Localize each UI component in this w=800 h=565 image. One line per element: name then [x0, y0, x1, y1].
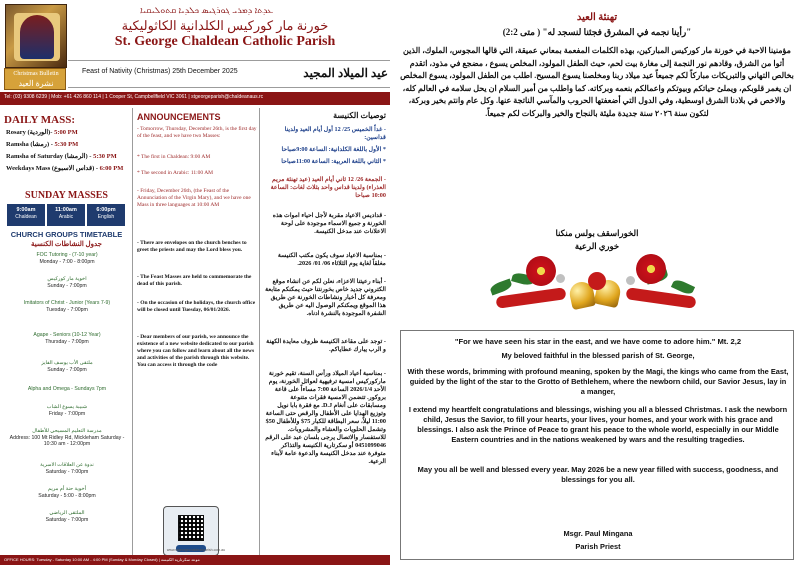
ribbon-bow — [588, 272, 606, 290]
sunday-cell-english — [87, 204, 125, 226]
group-name: Imitators of Christ - Junior (Years 7-9) — [23, 300, 111, 306]
sunday-masses-table — [7, 204, 125, 226]
sunday-time: 11:00am — [55, 207, 77, 213]
group-time: Saturday - 7:00pm — [45, 516, 89, 523]
group-name: اخوية مار كوركيس — [47, 276, 87, 282]
mass-label: Weekdays Mass (قداس الاسبوع) - — [6, 165, 99, 172]
bulletin-header — [0, 0, 390, 108]
notices-title: توصيات الكنيسة — [333, 111, 386, 120]
group-item — [8, 428, 126, 448]
mass-times-column — [4, 110, 129, 562]
group-item — [8, 360, 126, 373]
group-item — [8, 252, 126, 265]
group-name: مدرسة التعليم المسيحي للأطفال — [32, 428, 102, 434]
group-item — [8, 462, 126, 475]
group-item — [8, 332, 126, 345]
group-time: Address: 100 Mt Ridley Rd, Mickleham Saturday - 10:30 am - 12:00pm — [9, 434, 125, 447]
letter-english-box — [400, 330, 794, 560]
group-item — [8, 404, 126, 417]
greeting-title: تهنئة العيد — [576, 12, 618, 23]
office-hours-text: OFFICE HOURS: Tuesday - Saturday 10:00 AM - 4:00 PM (Sunday & Monday Closed) | موعد سكرتارية الكنيسة — [4, 557, 200, 562]
qr-code-icon[interactable] — [178, 515, 204, 541]
sunday-time: 6:00pm — [96, 207, 116, 213]
sunday-cell-chaldean — [7, 204, 45, 226]
announcement-item: - On the occasion of the holidays, the church office will be closed until Tuesday, 06/01/2026. — [137, 300, 256, 313]
notice-item: - توجد على مقاعد الكنيسة ظروف معايدة الكهنة و الرب يبارك عطاياكم. — [266, 338, 386, 353]
notice-item: * الثاني باللغة العربية: الساعة 11:00صباحا — [281, 158, 386, 165]
group-time: Sunday - 7:00pm — [47, 282, 87, 289]
groups-title: CHURCH GROUPS TIMETABLE — [10, 230, 123, 239]
group-name: Alpha and Omega - Sundays 7pm — [27, 386, 107, 392]
mass-label: Rosary (الوردية)- — [6, 129, 53, 136]
contact-text: Tel: (03) 9308 6239 | Mob: +61 426 860 114 | 1 Cooper St, Campbellfield VIC 3061 | stgeorgeparish@chaldeanaus.rc — [4, 94, 264, 100]
feast-label-ar: عيد الميلاد المجيد — [303, 66, 388, 80]
letter-paragraph: May you all be well and blessed every year. May 2026 be a new year filled with success, goodness, and blessings for you all. — [417, 465, 779, 484]
title-english: St. George Chaldean Catholic Parish — [114, 34, 336, 49]
notice-item: - غداً الخميس 25/ 12 أول أيام العيد ولدينا قداسين: — [284, 126, 386, 141]
group-name: Agape - Seniors (10-12 Year) — [33, 332, 101, 338]
notice-item: - بمناسبة أعياد الميلاد ورأس السنة، تقيم خورنة ماركوركيس امسية ترفيهية لعوائل الخورنة، يوم الأحد 2026/1/4 الساعة 7:00 مساءاً على قاعة بروكور. تتضمن الامسية فقرات متنوعة ومسابقات على أنغام D.J. مع فقرة بابا نويل وتوزيع الهدايا على الأطفال والرقص حتى الساعة 11:00 ليلاً، سعر البطاقة للكبار 75$ وللأطفال 50$ وتشمل الحلويات والعشاء والمشروبات. للاستفسار والاتصال يرجى بلسان عبد على الرقم 0451099046 أو سكرتارية الكنيسة والتذاكر متوفرة عند مدخل الكنيسة والدعوة عامة لأبناء الرعية. — [265, 370, 386, 465]
group-time: Monday - 7:00 - 8:00pm — [39, 258, 95, 265]
group-name: FOC Tutoring - (7-10 year) — [36, 252, 98, 258]
group-item — [8, 276, 126, 289]
poinsettia-flower — [526, 256, 556, 286]
announcements-column — [132, 108, 260, 556]
daily-mass-title: DAILY MASS: — [4, 114, 76, 126]
bulletin-label-ar: نشرة العيد — [18, 79, 54, 88]
notice-item: - الجمعة 26/ 12 ثاني أيام العيد (عيد تهنئة مريم العذراء) ولدينا قداس واحد بثلاث لغات: الساعة 10:00 صباحا — [270, 176, 386, 199]
announcement-item: - There are envelopes on the church benches to greet the priests and may the Lord bless you. — [137, 240, 247, 253]
feast-label-en: Feast of Nativity (Christmas) 25th December 2025 — [82, 68, 238, 75]
ribbon — [496, 287, 567, 309]
notice-item: - أبناء رعيتنا الاعزاء، نعلن لكم عن انشاء موقع الكتروني جديد خاص بخورنتنا حيث يمكنكم متابعة ومعرفة كل أخبار ونشاطات الخورنة عن طريق هذا الموقع ويمكنكم الوصول اليه عن طريق الشفرة الموجودة بالنشرة ادناه. — [265, 278, 386, 317]
group-name: الملتقى الرياضي — [49, 510, 85, 516]
group-time: Tuesday - 7:00pm — [46, 306, 88, 313]
groups-title-ar: جدول النشاطات الكنسية — [31, 240, 102, 248]
verse-english: "For we have seen his star in the east, and we have come to adore him." Mt. 2,2 — [454, 337, 742, 346]
poinsettia-flower — [636, 254, 666, 284]
group-name: أخوية حنة أم مريم — [47, 486, 87, 492]
announcement-item: * The second in Arabic: 11:00 AM — [137, 170, 214, 176]
arabic-notices-column — [262, 108, 388, 556]
bulletin-label-en: Christmas Bulletin — [13, 71, 59, 77]
sunday-masses-title: SUNDAY MASSES — [25, 190, 108, 201]
group-item — [8, 386, 126, 393]
group-time: Friday - 7:00pm — [48, 410, 86, 417]
mass-label: Ramsha (رمشا) - — [6, 141, 53, 148]
notice-item: - بمناسبة الاعياد سوف يكون مكتب الكنيسة مغلقاً لغاية يوم الثلاثاء 06/ 01/ 2026. — [277, 252, 386, 267]
signature-english-name: Msgr. Paul Mingana — [563, 529, 633, 538]
signature-english-title: Parish Priest — [575, 542, 621, 551]
mass-label: Ramsha of Saturday (الرمشا) - — [6, 153, 92, 160]
website-link[interactable]: www.stgeorgechaldeanparish.com.au — [166, 548, 226, 552]
signature-arabic-title: خوري الرعية — [574, 241, 620, 251]
announcement-item: - Dear members of our parish, we announce the existence of a new website dedicated to our parish where you can follow and learn about all the news and activities of the parish through this website. You can access it through the code — [137, 334, 255, 368]
group-name: ندوة عن العلاقات الاسرية — [40, 462, 94, 468]
mass-row-rosary — [6, 128, 128, 136]
group-name: شبيبة يسوع الشاب — [46, 404, 88, 410]
group-item — [8, 510, 126, 523]
group-name: ملتقى الأب يوسف الفايز — [41, 360, 93, 366]
parish-icon-image — [5, 4, 67, 68]
holly-leaf — [489, 279, 513, 296]
title-aramaic: ܥܕܬܐ ܕܡܪܝ ܓܘܪܓܝܣ ܟܠܕܝܐ ܩܬܘܠܝܩܝܐ — [140, 5, 274, 15]
letter-paragraph: My beloved faithful in the blessed parish of St. George, — [501, 351, 695, 360]
sunday-time: 9:00am — [16, 207, 36, 213]
sunday-lang: Chaldean — [15, 214, 37, 220]
christmas-letter-page — [394, 0, 800, 565]
office-hours-bar — [0, 555, 390, 565]
letter-paragraph: With these words, brimming with profound meaning, spoken by the Magi, the kings who came from the East, guided by the light of the star to the Grotto of Bethlehem, where the newborn child, our Savior Jesus, lay in a manger, — [407, 367, 789, 396]
notice-item: - قداديس الاعياد مقربة لأجل احياء اموات هذه الخورنة و جميع الاسماء موجودة على لوحة الاعلانات عند مدخل الكنيسة. — [272, 212, 386, 235]
group-time: Saturday - 7:00pm — [45, 468, 89, 475]
bulletin-badge — [4, 68, 66, 90]
announcements-title: ANNOUNCEMENTS — [137, 112, 221, 122]
christmas-decoration-image — [476, 252, 716, 322]
ornament-ball — [626, 276, 635, 285]
sunday-lang: Arabic — [58, 214, 74, 220]
sunday-cell-arabic — [47, 204, 85, 226]
letter-arabic-body: مؤمنينا الاحبة في خورنة مار كوركيس المباركين، بهذه الكلمات المفعمة بمعاني عميقة، التي قالها المجوس، الملوك، الذين أتوا من الشرق، وقادهم نور النجمة إلى مغارة بيت لحم، حيث الطفل المولود، المخلص يسوع ، مضجع في مذود، اتقدم بخالص التهاني والتبريكات مباركاً لكم جميعاً عيد ميلاد ربنا ومخلصنا يسوع المسيح. اطلب من الطفل المولود، يسوع المخلص ان يغمر قلوبكم، ويملئ حياتكم وبيوتكم واعمالكم بنعمه وبركاته. كما واطلب من أمير السلام ان يحل سلامه في العالم كله، والاخص في بلادنا الشرق اوسطية، وفي الدول التي أضعفتها الحروب والمآسي الناتجة عنها. وكل عام وانتم بخير وبركة، لتكون سنة ٢٠٢٦ سنة جديدة مليئة بالنجاح والخير والبركات لكم جميعاً. — [400, 46, 794, 118]
contact-bar — [0, 92, 390, 105]
letter-paragraph: I extend my heartfelt congratulations and blessings, wishing you all a blessed Christmas. I ask the newborn child, Jesus the Savior, to fill your hearts, your lives, your homes, and your work with his grace and blessings. I also ask the Prince of Peace to grant his peace to the whole world, especially in our Middle Eastern countries and in the nations weakened by wars and the resulting tragedies. — [408, 405, 788, 444]
sunday-lang: English — [97, 214, 115, 220]
bulletin-page — [0, 0, 390, 565]
feast-bar — [68, 60, 390, 88]
mass-time: 5:00 PM — [54, 129, 78, 136]
saint-george-figure — [20, 15, 54, 59]
mass-time: 5:30 PM — [93, 153, 117, 160]
announcement-item: * The first in Chaldean: 9:00 AM — [137, 154, 211, 160]
ornament-ball — [556, 274, 565, 283]
announcement-item: - Friday, December 26th, (the Feast of the Annunciation of the Virgin Mary), and we have one Mass in three languages at 10:00 AM — [137, 188, 251, 208]
mass-row-ramsha-saturday — [6, 152, 128, 160]
mass-row-weekdays — [6, 164, 128, 172]
group-time: Saturday - 5:00 - 8:00pm — [38, 492, 96, 499]
group-time: Thursday - 7:00pm — [45, 338, 89, 345]
verse-arabic: رأينا نجمه في المشرق فجئنا لنسجد له" ( متى 2:2)" — [502, 27, 692, 37]
group-item — [8, 486, 126, 499]
group-item — [8, 300, 126, 313]
mass-row-ramsha — [6, 140, 128, 148]
signature-arabic-name: الخوراسقف بولس منكنا — [555, 228, 639, 238]
notice-item: * الأول باللغة الكلدانية: الساعة 9:00صباحا — [281, 146, 386, 153]
mass-time: 6:00 PM — [99, 165, 124, 172]
group-time: Sunday - 7:00pm — [47, 366, 87, 373]
announcement-item: - The Feast Masses are held to commemorate the dead of this parish. — [137, 274, 252, 287]
title-arabic: خورنة مار كوركيس الكلدانية الكاثوليكية — [121, 18, 329, 33]
mass-time: 5:30 PM — [54, 141, 79, 148]
announcement-item: - Tomorrow, Thursday, December 26th, is the first day of the feast, and we have two Masses: — [137, 126, 257, 139]
